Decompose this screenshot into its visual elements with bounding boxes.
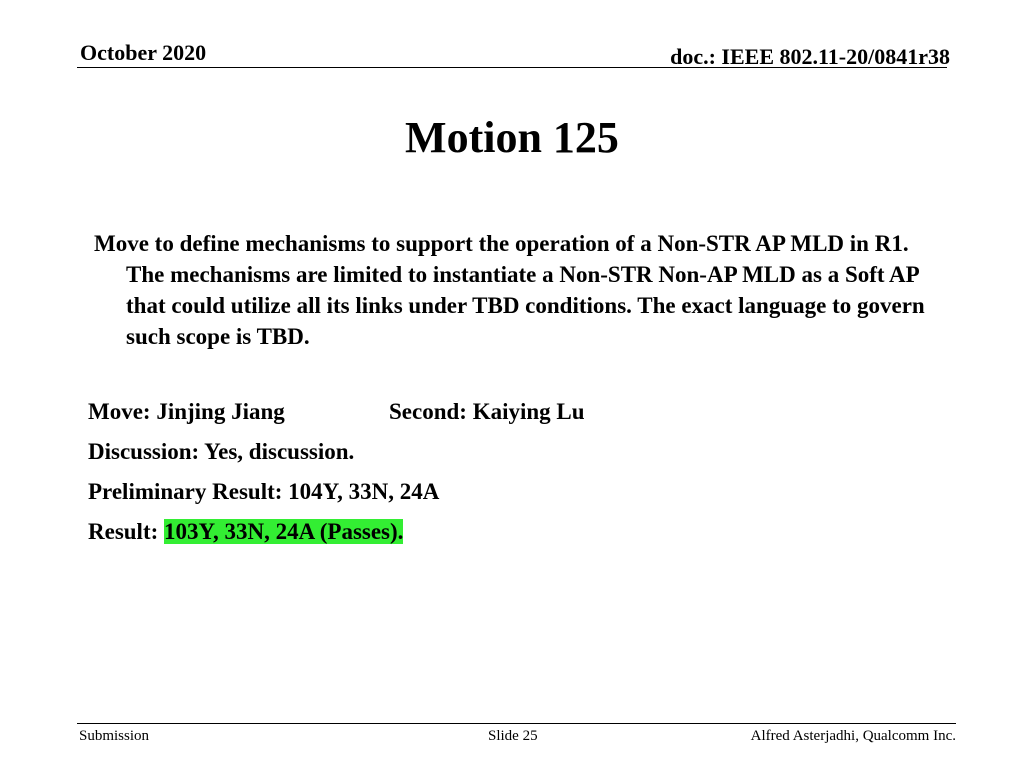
move-row bbox=[88, 399, 585, 425]
result-value-highlight: 103Y, 33N, 24A (Passes). bbox=[164, 519, 404, 544]
footer-slide-number: Slide 25 bbox=[488, 728, 538, 744]
move-label: Move: Jinjing Jiang bbox=[88, 399, 285, 424]
motion-text: Move to define mechanisms to support the operation of a Non-STR AP MLD in R1. The mechanisms are limited to instantiate a Non-STR Non-AP MLD as a Soft AP that could utilize all its links under TBD conditions. The exact language to govern such scope is TBD. bbox=[94, 231, 925, 349]
footer-submission: Submission bbox=[79, 728, 150, 744]
second-label: Second: Kaiying Lu bbox=[389, 399, 585, 424]
footer-divider bbox=[77, 723, 956, 724]
header-date: October 2020 bbox=[80, 40, 207, 65]
preliminary-result-row: Preliminary Result: 104Y, 33N, 24A bbox=[88, 479, 440, 504]
slide-title: Motion 125 bbox=[405, 113, 619, 162]
result-label: Result: bbox=[88, 519, 165, 544]
discussion-row: Discussion: Yes, discussion. bbox=[88, 439, 355, 464]
footer-author: Alfred Asterjadhi, Qualcomm Inc. bbox=[750, 728, 956, 744]
header-doc-id: doc.: IEEE 802.11-20/0841r38 bbox=[670, 44, 950, 69]
header-divider bbox=[77, 67, 947, 68]
result-row bbox=[88, 519, 403, 545]
